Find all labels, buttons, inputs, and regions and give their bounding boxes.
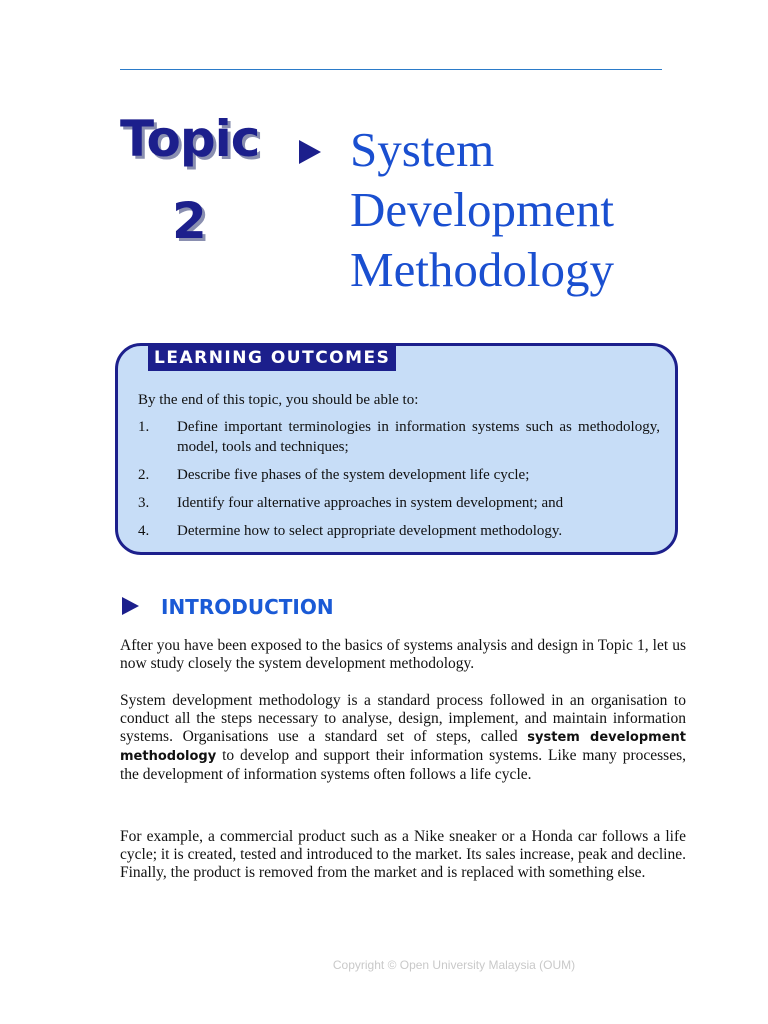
topic-number: 2 (172, 192, 207, 250)
copyright-notice: Copyright © Open University Malaysia (OUM) (332, 958, 576, 972)
paragraph-text: to develop and support their information systems. Like many processes, the development of information systems often follows a life cycle. (120, 747, 686, 783)
keyword: system development methodology (120, 730, 687, 764)
list-item-text: Describe five phases of the system development life cycle; (177, 467, 530, 483)
list-item (138, 417, 660, 457)
list-item-text: Define important terminologies in information systems such as methodology, model, tools and techniques; (177, 419, 660, 455)
list-item (138, 521, 660, 541)
title-line: System (350, 122, 495, 177)
list-item-number: 4. (138, 523, 150, 539)
list-item (138, 465, 660, 485)
list-item-text: Determine how to select appropriate development methodology. (177, 523, 563, 539)
play-arrow-icon (299, 140, 321, 164)
list-item-number: 2. (138, 467, 150, 483)
top-rule (120, 69, 662, 70)
paragraph: For example, a commercial product such as a Nike sneaker or a Honda car follows a life cycle; it is created, tested and introduced to the market. Its sales increase, peak and decline. Finally, the product is removed from the market and is replaced with something else. (120, 828, 686, 881)
paragraph (120, 692, 686, 784)
list-item-number: 3. (138, 495, 150, 511)
list-item-number: 1. (138, 419, 150, 435)
learning-outcomes-intro: By the end of this topic, you should be able to: (138, 392, 419, 408)
topic-label: Topic (120, 110, 260, 168)
play-arrow-icon (122, 597, 139, 615)
paragraph: After you have been exposed to the basics of systems analysis and design in Topic 1, let us now study closely the system development methodology. (120, 637, 686, 672)
page-title (350, 120, 680, 300)
learning-outcomes-heading: LEARNING OUTCOMES (148, 346, 396, 371)
list-item (138, 493, 660, 513)
title-line: Development (350, 182, 614, 237)
section-heading: INTRODUCTION (161, 595, 334, 619)
title-line: Methodology (350, 242, 615, 297)
paragraph-text: System development methodology is a standard process followed in an organisation to conduct all the steps necessary to analyse, design, implement, and maintain information systems. Organisations use a standard set of steps, called (120, 692, 686, 745)
learning-outcomes-list (138, 417, 660, 549)
list-item-text: Identify four alternative approaches in system development; and (177, 495, 564, 511)
